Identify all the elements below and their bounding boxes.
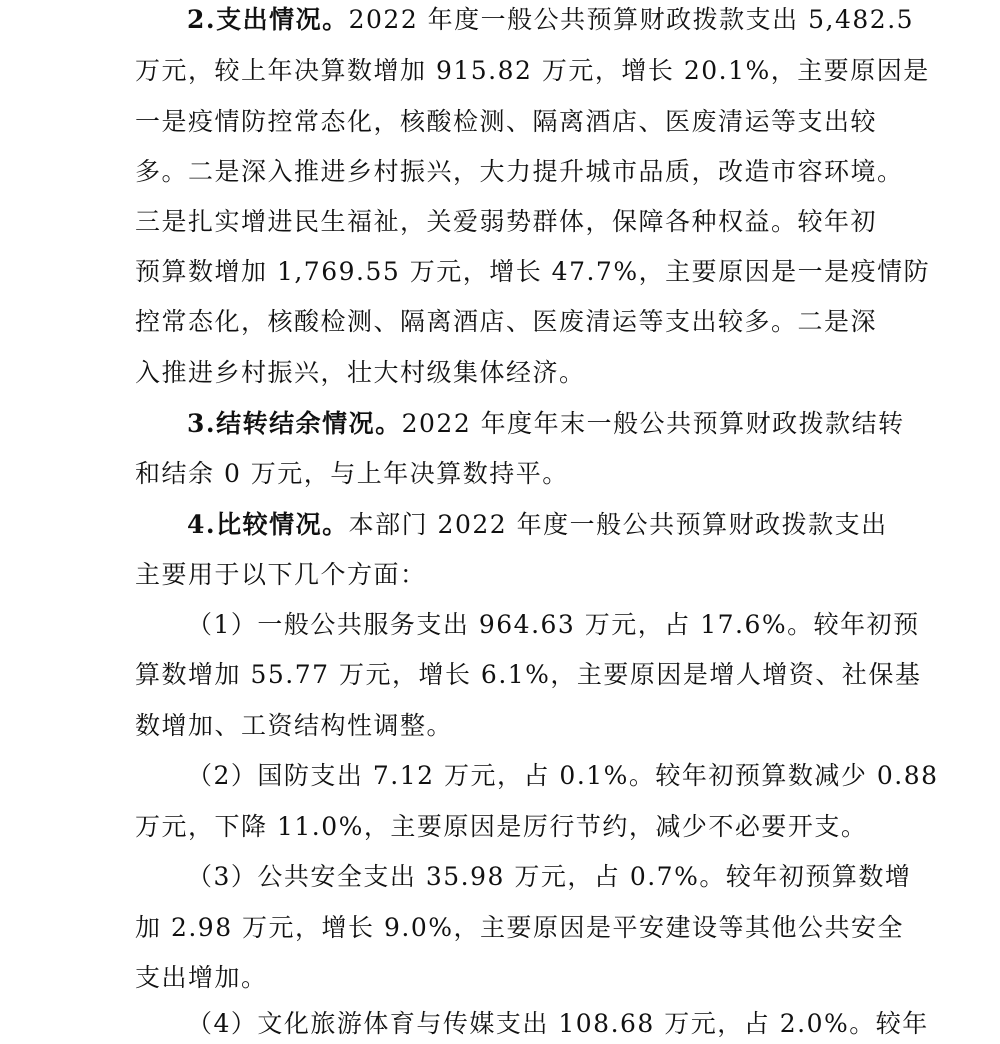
paragraph-line: 多。二是深入推进乡村振兴，大力提升城市品质，改造市容环境。 <box>135 157 904 186</box>
paragraph-line <box>187 509 888 545</box>
section-heading: 2.支出情况。 <box>187 5 349 34</box>
paragraph-line: 加 2.98 万元，增长 9.0%，主要原因是平安建设等其他公共安全 <box>135 913 905 942</box>
paragraph-line: 万元，下降 11.0%，主要原因是厉行节约，减少不必要开支。 <box>135 812 868 841</box>
paragraph-line: （3）公共安全支出 35.98 万元，占 0.7%。较年初预算数增 <box>187 862 912 891</box>
paragraph-line: 主要用于以下几个方面： <box>135 560 427 589</box>
paragraph-line: （4）文化旅游体育与传媒支出 108.68 万元，占 2.0%。较年 <box>187 1009 929 1038</box>
line-text: 2022 年度年末一般公共预算财政拨款结转 <box>401 409 905 438</box>
paragraph-line: 数增加、工资结构性调整。 <box>135 711 454 740</box>
paragraph-line: （2）国防支出 7.12 万元，占 0.1%。较年初预算数减少 0.88 <box>187 761 939 790</box>
paragraph-line: 入推进乡村振兴，壮大村级集体经济。 <box>135 358 586 387</box>
paragraph-line: 和结余 0 万元，与上年决算数持平。 <box>135 459 569 488</box>
paragraph-line: （1）一般公共服务支出 964.63 万元，占 17.6%。较年初预 <box>187 610 920 639</box>
paragraph-line: 预算数增加 1,769.55 万元，增长 47.7%，主要原因是一是疫情防 <box>135 257 931 286</box>
section-heading: 3.结转结余情况。 <box>187 409 402 438</box>
line-text: 本部门 2022 年度一般公共预算财政拨款支出 <box>348 510 888 539</box>
paragraph-line: 万元，较上年决算数增加 915.82 万元，增长 20.1%，主要原因是 <box>135 56 930 85</box>
line-text: 2022 年度一般公共预算财政拨款支出 5,482.5 <box>348 5 915 34</box>
paragraph-line: 三是扎实增进民生福祉，关爱弱势群体，保障各种权益。较年初 <box>135 207 878 236</box>
paragraph-line <box>187 4 914 40</box>
paragraph-line <box>187 408 905 444</box>
paragraph-line: 控常态化，核酸检测、隔离酒店、医废清运等支出较多。二是深 <box>135 307 878 336</box>
paragraph-line: 算数增加 55.77 万元，增长 6.1%，主要原因是增人增资、社保基 <box>135 660 922 689</box>
paragraph-line: 一是疫情防控常态化，核酸检测、隔离酒店、医废清运等支出较 <box>135 107 878 136</box>
section-heading: 4.比较情况。 <box>187 510 349 539</box>
paragraph-line: 支出增加。 <box>135 963 268 992</box>
